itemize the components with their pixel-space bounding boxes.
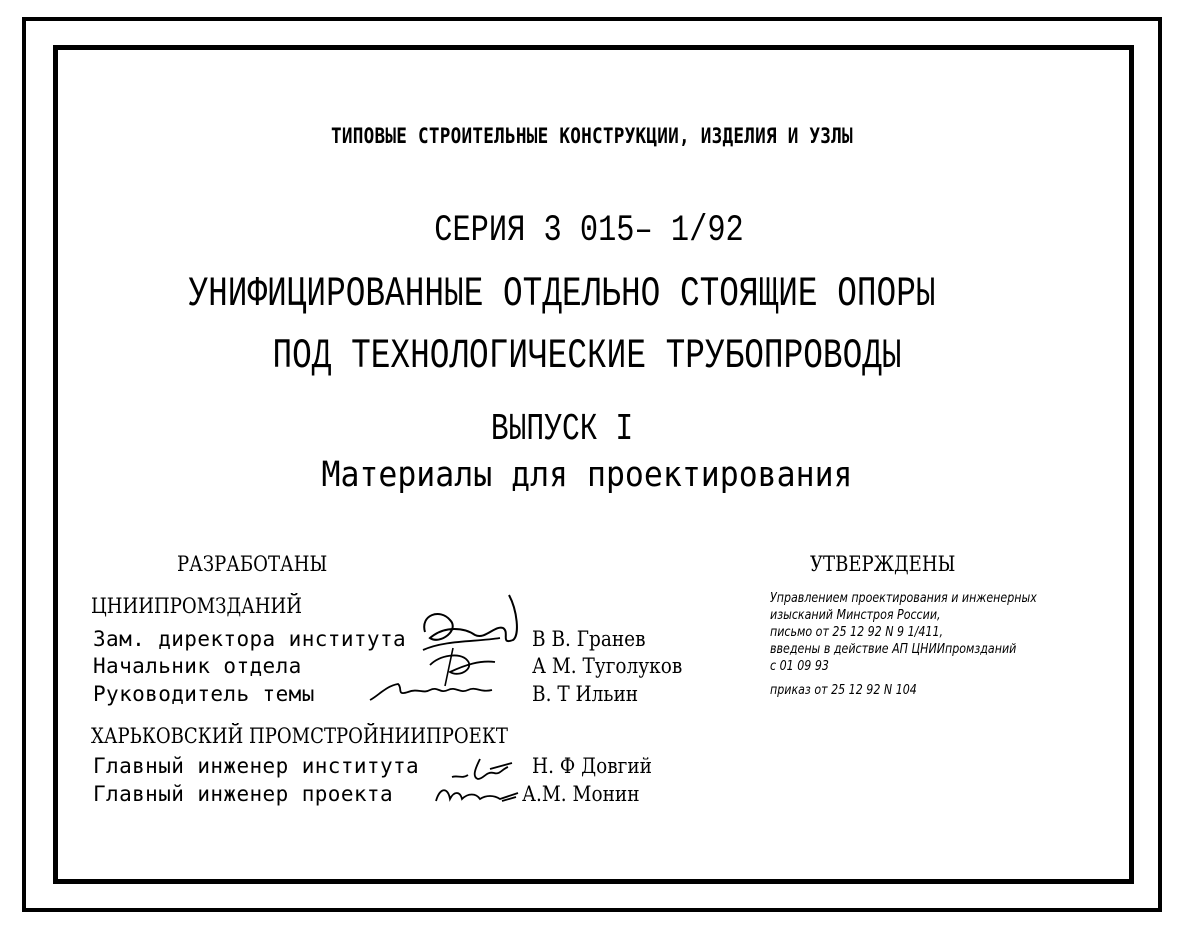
approved-line-3: письмо от 25 12 92 N 9 1/411, <box>770 624 944 640</box>
org2-role-1: Главный инженер института <box>93 754 420 778</box>
document-header: ТИПОВЫЕ СТРОИТЕЛЬНЫЕ КОНСТРУКЦИИ, ИЗДЕЛИЯ И УЗЛЫ <box>331 124 853 148</box>
series-number: СЕРИЯ 3 015– 1/92 <box>434 210 744 252</box>
approved-heading: УТВЕРЖДЕНЫ <box>810 552 956 576</box>
org2-name: ХАРЬКОВСКИЙ ПРОМСТРОЙНИИПРОЕКТ <box>91 724 508 748</box>
org1-person-1: В В. Гранев <box>532 627 646 651</box>
signature-dovgiy <box>450 755 525 783</box>
approved-line-4: введены в действие АП ЦНИИпромзданий <box>770 641 1017 657</box>
org2-person-1: Н. Ф Довгий <box>532 754 652 778</box>
developed-heading: РАЗРАБОТАНЫ <box>177 552 328 576</box>
org1-name: ЦНИИПРОМЗДАНИЙ <box>91 594 303 618</box>
org2-person-2: А.М. Монин <box>522 782 640 806</box>
title-line-1: УНИФИЦИРОВАННЫЕ ОТДЕЛЬНО СТОЯЩИЕ ОПОРЫ <box>188 270 936 318</box>
org1-role-2: Начальник отдела <box>93 654 302 678</box>
issue-number: ВЫПУСК I <box>490 408 634 451</box>
approved-line-2: изысканий Минстроя России, <box>770 607 941 623</box>
org2-role-2: Главный инженер проекта <box>93 782 393 806</box>
approved-line-5: с 01 09 93 <box>770 658 829 674</box>
org1-role-1: Зам. директора института <box>93 627 407 651</box>
signature-ilyin <box>368 678 498 706</box>
subtitle: Материалы для проектирования <box>321 455 853 495</box>
approved-line-6: приказ от 25 12 92 N 104 <box>770 682 917 698</box>
org1-person-2: А М. Туголуков <box>532 654 683 678</box>
org1-person-3: В. Т Ильин <box>532 682 639 706</box>
approved-line-1: Управлением проектирования и инженерных <box>770 590 1037 606</box>
signature-monin <box>432 783 522 807</box>
org1-role-3: Руководитель темы <box>93 682 315 706</box>
title-line-2: ПОД ТЕХНОЛОГИЧЕСКИЕ ТРУБОПРОВОДЫ <box>272 332 902 380</box>
